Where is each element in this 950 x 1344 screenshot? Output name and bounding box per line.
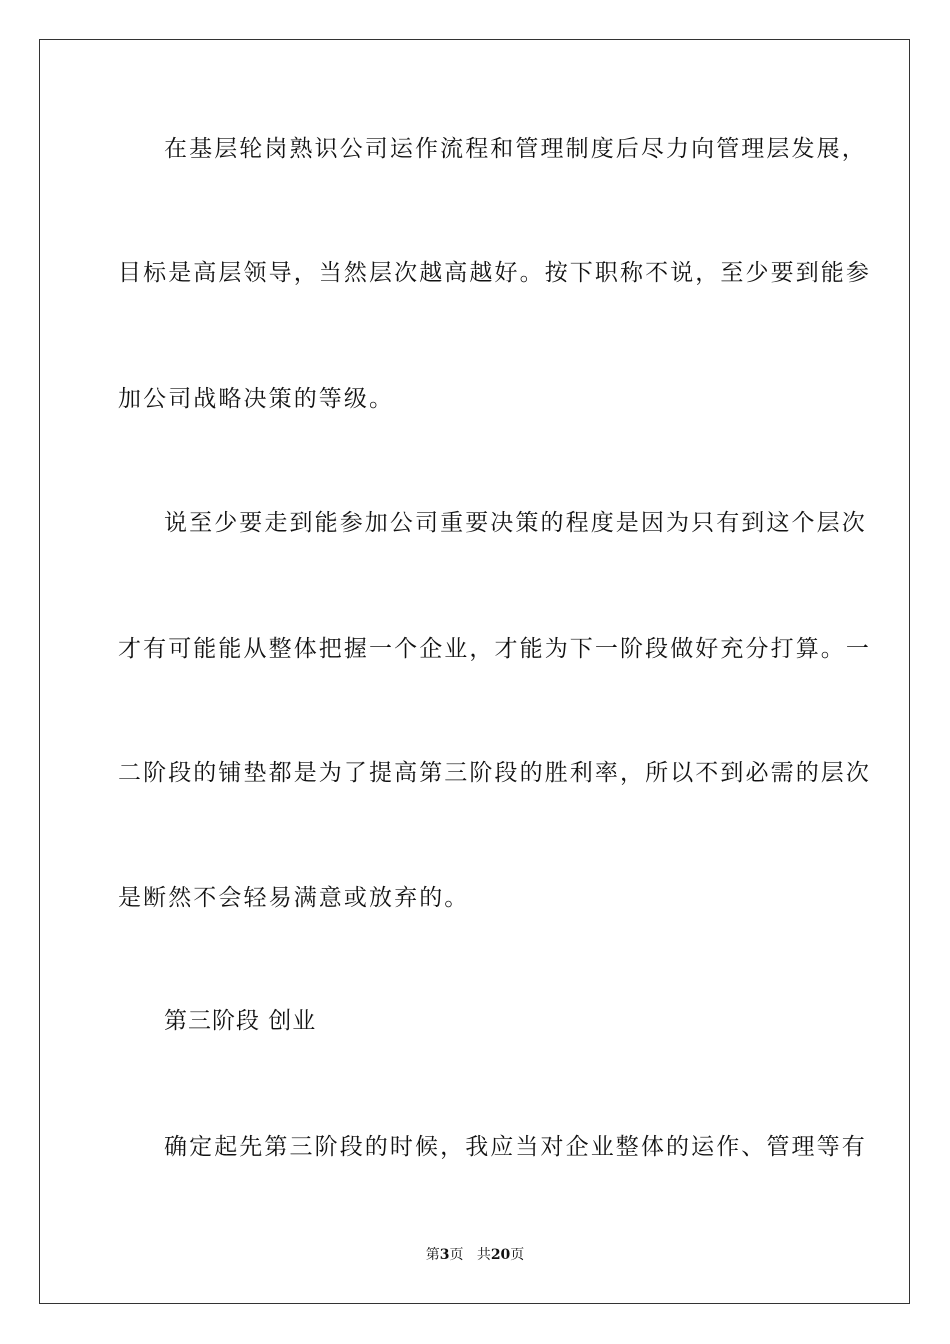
page-footer: [0, 1246, 950, 1264]
paragraph-line: 加公司战略决策的等级。: [118, 386, 395, 412]
paragraph-line: 是断然不会轻易满意或放弃的。: [118, 885, 470, 911]
paragraph-line: 确定起先第三阶段的时候，我应当对企业整体的运作、管理等有: [164, 1134, 867, 1160]
paragraph-line: 在基层轮岗熟识公司运作流程和管理制度后尽力向管理层发展，: [164, 136, 867, 162]
paragraph-line: 目标是高层领导，当然层次越高越好。按下职称不说，至少要到能参: [118, 260, 871, 286]
page-border: [39, 39, 910, 1304]
total-pages: 20: [490, 1247, 511, 1263]
section-heading: 第三阶段 创业: [164, 1008, 317, 1034]
page-prefix: 第: [425, 1247, 440, 1263]
paragraph-line: 说至少要走到能参加公司重要决策的程度是因为只有到这个层次: [164, 510, 867, 536]
paragraph-line: 二阶段的铺垫都是为了提高第三阶段的胜利率，所以不到必需的层次: [118, 760, 871, 786]
paragraph-line: 才有可能能从整体把握一个企业，才能为下一阶段做好充分打算。一: [118, 636, 871, 662]
page-suffix: 页: [449, 1247, 464, 1263]
total-suffix: 页: [510, 1247, 525, 1263]
total-prefix: 共: [476, 1247, 491, 1263]
page-number: 3: [439, 1247, 450, 1263]
